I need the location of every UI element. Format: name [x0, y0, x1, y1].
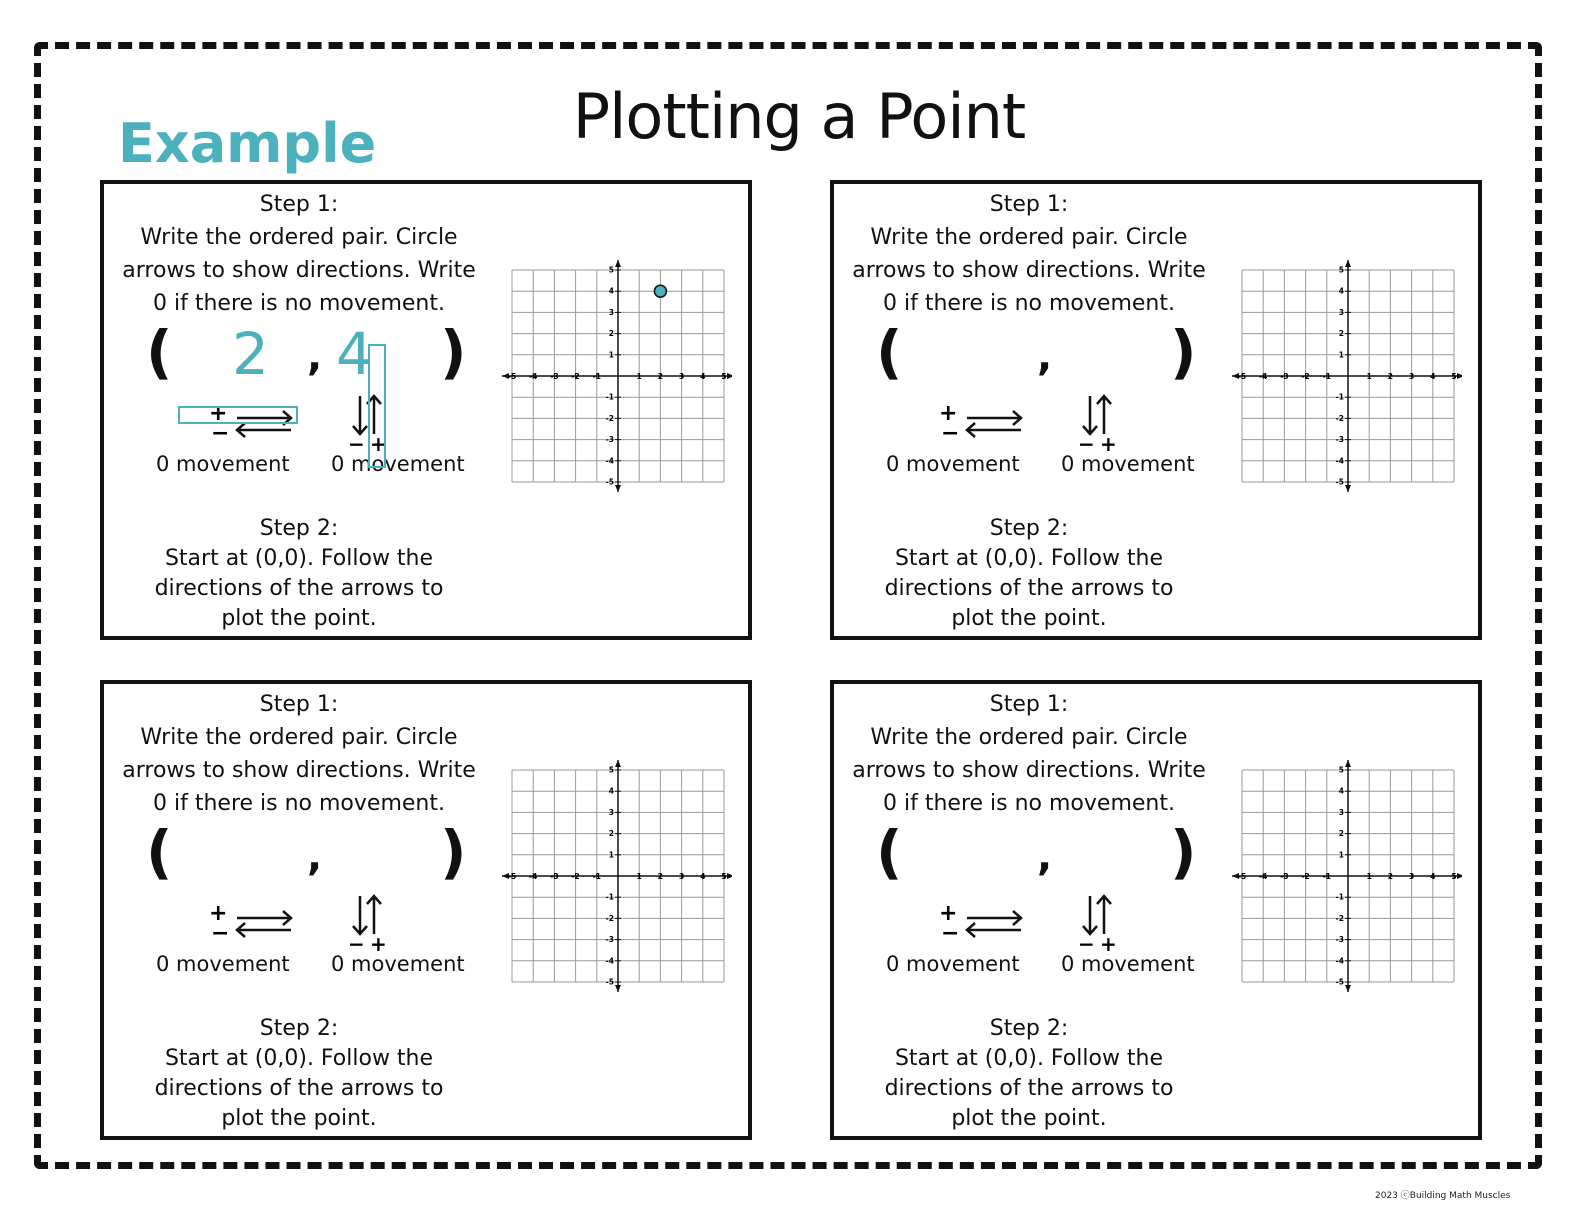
x-tick-label: 2	[1387, 872, 1394, 881]
y-tick-label: -2	[605, 913, 614, 923]
svg-text:+: +	[939, 904, 958, 926]
x-tick-label: 3	[678, 872, 685, 881]
x-tick-label: 4	[1430, 372, 1436, 381]
step-1-line-3: 0 if there is no movement.	[153, 291, 445, 316]
plotted-point	[654, 285, 666, 297]
svg-text:+: +	[209, 904, 228, 926]
x-axis-arrow-right	[1457, 873, 1462, 879]
y-tick-label: 4	[608, 286, 614, 296]
close-paren: )	[1170, 818, 1197, 886]
y-tick-label: 4	[1338, 786, 1344, 796]
step-2-line-2: directions of the arrows to	[884, 1076, 1174, 1101]
y-tick-label: -5	[1335, 477, 1344, 487]
y-tick-label: 3	[1338, 307, 1344, 317]
step-1-line-3: 0 if there is no movement.	[883, 791, 1175, 816]
step-2-heading: Step 2:	[989, 516, 1069, 541]
practice-panel-1	[830, 180, 1482, 640]
y-axis-arrow-up	[615, 260, 621, 267]
step-1-instructions	[834, 688, 1224, 820]
svg-text:+: +	[1100, 932, 1117, 952]
y-zero-movement-label: 0 movement	[1061, 452, 1195, 476]
y-tick-label: -1	[1335, 392, 1344, 402]
y-zero-movement-label: 0 movement	[1061, 952, 1195, 976]
y-tick-label: -3	[605, 935, 614, 945]
practice-panel-3	[830, 680, 1482, 1140]
x-tick-label: -5	[1237, 372, 1247, 381]
step-1-heading: Step 1:	[259, 692, 339, 717]
x-axis-arrow-right	[727, 373, 732, 379]
y-tick-label: -3	[605, 435, 614, 445]
y-tick-label: 2	[1338, 329, 1344, 339]
coordinate-grid[interactable]	[1230, 756, 1462, 1000]
x-tick-label: 2	[1387, 372, 1394, 381]
x-arrow-circle-highlight	[178, 406, 298, 424]
open-paren: (	[876, 318, 903, 386]
x-tick-label: -3	[1280, 372, 1289, 381]
x-tick-label: 2	[657, 372, 664, 381]
x-tick-label: 3	[678, 372, 685, 381]
x-tick-label: 3	[1408, 872, 1415, 881]
y-tick-label: -4	[605, 456, 614, 466]
example-label: Example	[118, 112, 377, 175]
x-tick-label: -2	[571, 372, 580, 381]
x-tick-label: 4	[700, 872, 706, 881]
x-tick-label: 3	[1408, 372, 1415, 381]
step-2-line-2: directions of the arrows to	[154, 576, 444, 601]
y-tick-label: 2	[608, 329, 614, 339]
svg-text:+: +	[370, 932, 387, 952]
y-axis-arrow-down	[615, 485, 621, 492]
step-2-line-3: plot the point.	[221, 1106, 377, 1131]
x-tick-label: 1	[636, 872, 642, 881]
x-tick-label: 4	[1430, 872, 1436, 881]
y-tick-label: 5	[1338, 265, 1344, 275]
x-tick-label: 4	[700, 372, 706, 381]
y-tick-label: 4	[1338, 286, 1344, 296]
step-2-instructions	[104, 514, 494, 634]
svg-text:−: −	[348, 932, 365, 952]
x-tick-label: -1	[592, 872, 601, 881]
step-2-instructions	[834, 1014, 1224, 1134]
x-tick-label: 1	[636, 372, 642, 381]
step-1-line-2: arrows to show directions. Write	[852, 258, 1206, 283]
y-tick-label: -3	[1335, 435, 1344, 445]
step-2-line-1: Start at (0,0). Follow the	[164, 1046, 434, 1071]
coordinate-grid[interactable]	[500, 256, 732, 500]
svg-text:+: +	[370, 432, 387, 452]
vertical-arrows-icon[interactable]	[1076, 892, 1120, 952]
x-tick-label: -5	[1237, 872, 1247, 881]
close-paren: )	[440, 318, 467, 386]
horizontal-arrows-icon[interactable]	[929, 904, 1029, 942]
y-tick-label: -3	[1335, 935, 1344, 945]
step-1-heading: Step 1:	[989, 692, 1069, 717]
y-tick-label: 5	[608, 765, 614, 775]
horizontal-arrows-icon[interactable]	[929, 404, 1029, 442]
svg-text:+: +	[939, 404, 958, 426]
y-tick-label: 1	[608, 350, 614, 360]
svg-text:+: +	[209, 404, 228, 426]
y-tick-label: 5	[608, 265, 614, 275]
y-tick-label: 3	[608, 307, 614, 317]
x-tick-label: -3	[1280, 872, 1289, 881]
svg-text:−: −	[1078, 932, 1095, 952]
y-tick-label: -2	[1335, 913, 1344, 923]
step-1-instructions	[104, 188, 494, 320]
copyright-text: 2023 ⓒBuilding Math Muscles	[1375, 1191, 1511, 1201]
step-2-heading: Step 2:	[259, 1016, 339, 1041]
step-2-heading: Step 2:	[989, 1016, 1069, 1041]
x-tick-label: 1	[1366, 872, 1372, 881]
x-tick-label: -2	[1301, 872, 1310, 881]
svg-text:−: −	[941, 921, 960, 942]
step-2-instructions	[104, 1014, 494, 1134]
x-tick-label: -1	[1322, 372, 1331, 381]
y-tick-label: -5	[605, 977, 614, 987]
y-zero-movement-label: 0 movement	[331, 452, 465, 476]
x-tick-label: -3	[550, 372, 559, 381]
y-tick-label: -2	[605, 413, 614, 423]
step-1-instructions	[104, 688, 494, 820]
y-tick-label: -5	[605, 477, 614, 487]
y-tick-label: 1	[1338, 350, 1344, 360]
x-tick-label: -5	[507, 372, 517, 381]
y-axis-arrow-down	[1345, 985, 1351, 992]
step-1-line-1: Write the ordered pair. Circle	[140, 725, 458, 750]
y-tick-label: -1	[605, 392, 614, 402]
x-tick-label: -4	[529, 372, 538, 381]
step-1-line-2: arrows to show directions. Write	[122, 758, 476, 783]
step-1-line-2: arrows to show directions. Write	[852, 758, 1206, 783]
x-tick-label: -4	[529, 872, 538, 881]
step-1-heading: Step 1:	[989, 192, 1069, 217]
step-2-line-3: plot the point.	[221, 606, 377, 631]
horizontal-arrows-icon[interactable]	[199, 904, 299, 942]
y-tick-label: 4	[608, 786, 614, 796]
y-tick-label: -4	[605, 956, 614, 966]
y-tick-label: 2	[1338, 829, 1344, 839]
y-tick-label: 5	[1338, 765, 1344, 775]
x-axis-arrow-right	[1457, 373, 1462, 379]
x-tick-label: -2	[571, 872, 580, 881]
step-1-heading: Step 1:	[259, 192, 339, 217]
x-zero-movement-label: 0 movement	[156, 952, 290, 976]
step-2-line-1: Start at (0,0). Follow the	[894, 1046, 1164, 1071]
y-axis-arrow-down	[615, 985, 621, 992]
y-arrow-circle-highlight	[368, 344, 386, 468]
y-axis-arrow-down	[1345, 485, 1351, 492]
svg-text:−: −	[348, 432, 365, 452]
x-tick-label: -2	[1301, 372, 1310, 381]
y-tick-label: 2	[608, 829, 614, 839]
example-y-answer: 4	[336, 320, 373, 388]
x-axis-arrow-right	[727, 873, 732, 879]
svg-text:−: −	[211, 921, 230, 942]
step-1-line-1: Write the ordered pair. Circle	[140, 225, 458, 250]
x-tick-label: 2	[657, 872, 664, 881]
step-2-line-3: plot the point.	[951, 606, 1107, 631]
x-tick-label: -1	[1322, 872, 1331, 881]
practice-panel-2	[100, 680, 752, 1140]
y-tick-label: -5	[1335, 977, 1344, 987]
step-2-line-3: plot the point.	[951, 1106, 1107, 1131]
x-tick-label: -4	[1259, 872, 1268, 881]
comma: ,	[1037, 834, 1053, 880]
step-1-line-1: Write the ordered pair. Circle	[870, 225, 1188, 250]
x-tick-label: 5	[1451, 372, 1457, 381]
y-tick-label: 1	[1338, 850, 1344, 860]
close-paren: )	[440, 818, 467, 886]
open-paren: (	[876, 818, 903, 886]
comma: ,	[307, 334, 323, 380]
y-axis-arrow-up	[1345, 260, 1351, 267]
svg-text:−: −	[211, 421, 230, 442]
x-tick-label: 1	[1366, 372, 1372, 381]
y-tick-label: -1	[605, 892, 614, 902]
x-tick-label: 5	[721, 372, 727, 381]
y-zero-movement-label: 0 movement	[331, 952, 465, 976]
step-2-line-2: directions of the arrows to	[884, 576, 1174, 601]
example-x-answer: 2	[232, 320, 269, 388]
x-zero-movement-label: 0 movement	[156, 452, 290, 476]
step-1-line-2: arrows to show directions. Write	[122, 258, 476, 283]
x-zero-movement-label: 0 movement	[886, 952, 1020, 976]
step-2-line-2: directions of the arrows to	[154, 1076, 444, 1101]
comma: ,	[1037, 334, 1053, 380]
y-axis-arrow-up	[615, 760, 621, 767]
step-1-line-3: 0 if there is no movement.	[883, 291, 1175, 316]
x-zero-movement-label: 0 movement	[886, 452, 1020, 476]
y-tick-label: -2	[1335, 413, 1344, 423]
x-tick-label: -4	[1259, 372, 1268, 381]
x-tick-label: -5	[507, 872, 517, 881]
step-1-line-3: 0 if there is no movement.	[153, 791, 445, 816]
y-tick-label: -4	[1335, 956, 1344, 966]
vertical-arrows-icon[interactable]	[346, 892, 390, 952]
x-tick-label: 5	[1451, 872, 1457, 881]
comma: ,	[307, 834, 323, 880]
step-2-heading: Step 2:	[259, 516, 339, 541]
y-tick-label: 3	[1338, 807, 1344, 817]
vertical-arrows-icon[interactable]	[1076, 392, 1120, 452]
x-tick-label: -1	[592, 372, 601, 381]
y-tick-label: 3	[608, 807, 614, 817]
y-tick-label: 1	[608, 850, 614, 860]
open-paren: (	[146, 318, 173, 386]
step-2-instructions	[834, 514, 1224, 634]
y-axis-arrow-up	[1345, 760, 1351, 767]
coordinate-grid[interactable]	[500, 756, 732, 1000]
coordinate-grid[interactable]	[1230, 256, 1462, 500]
example-panel	[100, 180, 752, 640]
close-paren: )	[1170, 318, 1197, 386]
step-2-line-1: Start at (0,0). Follow the	[894, 546, 1164, 571]
svg-text:−: −	[941, 421, 960, 442]
step-1-line-1: Write the ordered pair. Circle	[870, 725, 1188, 750]
y-tick-label: -4	[1335, 456, 1344, 466]
svg-text:+: +	[1100, 432, 1117, 452]
y-tick-label: -1	[1335, 892, 1344, 902]
x-tick-label: -3	[550, 872, 559, 881]
page-title: Plotting a Point	[572, 80, 1026, 153]
x-tick-label: 5	[721, 872, 727, 881]
step-2-line-1: Start at (0,0). Follow the	[164, 546, 434, 571]
svg-text:−: −	[1078, 432, 1095, 452]
step-1-instructions	[834, 188, 1224, 320]
open-paren: (	[146, 818, 173, 886]
